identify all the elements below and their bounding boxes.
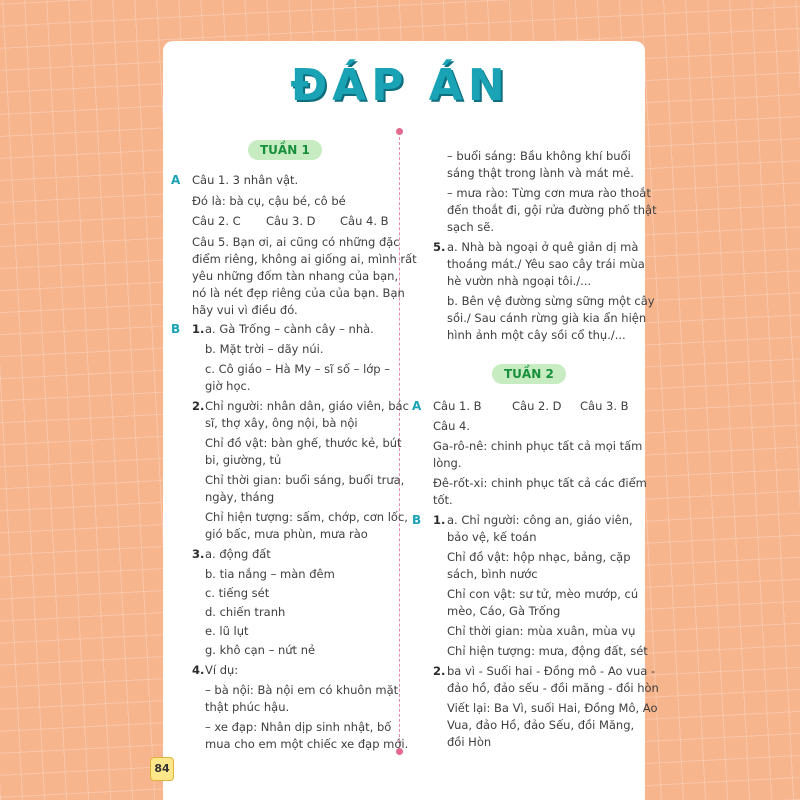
text-line: Vua, đảo Hồ, đảo Sếu, đồi Măng, [447,718,635,732]
section-a-label: A [412,399,422,413]
text-line: Ví dụ: [205,663,239,677]
text-line: – bà nội: Bà nội em có khuôn mặt [205,683,399,697]
text-line: Câu 4. B [340,214,389,228]
text-line: a. Nhà bà ngoại ở quê giản dị mà [447,240,639,254]
text-line: ba vì - Suối hai - Đồng mô - Ao vua - [447,664,656,678]
text-line: thoáng mát./ Yêu sao cây trái mùa [447,257,645,271]
text-line: – xe đạp: Nhân dịp sinh nhật, bố [205,720,392,734]
week-1-badge: TUẦN 1 [248,140,322,160]
text-line: hè vườn nhà ngoại tôi./... [447,274,592,288]
text-line: b. tia nắng – màn đêm [205,567,335,581]
text-line: nó là nét đẹp riêng của của bạn. Bạn [192,286,405,300]
item-number: 3. [192,547,205,561]
text-line: b. Bên vệ đường sừng sững một cây [447,294,655,308]
text-line: d. chiến tranh [205,605,286,619]
text-line: hãy vui vì điều đó. [192,303,298,317]
text-line: Câu 2. D [512,399,562,413]
text-line: sồi./ Sau cánh rừng già kia ẩn hiện [447,311,647,325]
divider-dot-top [396,128,403,135]
text-line: Chỉ con vật: sư tử, mèo mướp, cú [447,587,639,601]
text-line: Câu 4. [433,419,470,433]
text-line: b. Mặt trời – dãy núi. [205,342,324,356]
section-a-label: A [171,173,181,187]
text-line: a. Gà Trống – cành cây – nhà. [205,322,374,336]
text-line: ngày, tháng [205,490,275,504]
item-number: 2. [433,664,446,678]
text-line: bi, giường, tủ [205,453,282,467]
text-line: thật phúc hậu. [205,700,290,714]
text-line: e. lũ lụt [205,624,249,638]
text-line: sĩ, thợ xây, ông nội, bà nội [205,416,358,430]
text-line: sách, bình nước [447,567,538,581]
text-line: Viết lại: Ba Vì, suối Hai, Đồng Mô, Ao [447,701,658,715]
text-line: đến thoắt đi, gội rửa đường phố thật [447,203,657,217]
text-line: mua cho em một chiếc xe đạp mới. [205,737,409,751]
week-2-badge: TUẦN 2 [492,364,566,384]
text-line: Đê-rốt-xi: chinh phục tất cả các điểm [433,476,647,490]
text-line: – buổi sáng: Bầu không khí buổi [447,149,631,163]
item-number: 1. [433,513,446,527]
text-line: – mưa rào: Từng cơn mưa rào thoắt [447,186,651,200]
section-b-label: B [412,513,422,527]
text-line: Chỉ hiện tượng: sấm, chớp, cơn lốc, [205,510,408,524]
text-line: Câu 2. C [192,214,241,228]
text-line: Câu 5. Bạn ơi, ai cũng có những đặc [192,235,400,249]
section-b-label: B [171,322,181,336]
item-number: 4. [192,663,205,677]
text-line: Đó là: bà cụ, cậu bé, cô bé [192,194,346,208]
item-number: 2. [192,399,205,413]
text-line: Ga-rô-nê: chinh phục tất cả mọi tấm [433,439,643,453]
text-line: Chỉ thời gian: mùa xuân, mùa vụ [447,624,636,638]
text-line: Câu 1. B [433,399,482,413]
text-line: Chỉ đồ vật: hộp nhạc, bảng, cặp [447,550,631,564]
text-line: đảo hồ, đảo sếu - đồi măng - đồi hòn [447,681,659,695]
page-title: ĐÁP ÁN [290,60,510,111]
text-line: yêu những đốm tàn nhang của bạn, [192,269,399,283]
text-line: giờ học. [205,379,251,393]
text-line: sạch sẽ. [447,220,495,234]
text-line: a. động đất [205,547,271,561]
text-line: mèo, Cáo, Gà Trống [447,604,561,618]
item-number: 5. [433,240,446,254]
text-line: Chỉ người: nhân dân, giáo viên, bác [205,399,409,413]
text-line: tốt. [433,493,453,507]
text-line: lòng. [433,456,462,470]
item-number: 1. [192,322,205,336]
text-line: Câu 3. B [580,399,629,413]
text-line: Câu 1. 3 nhân vật. [192,173,299,187]
text-line: Chỉ hiện tượng: mưa, động đất, sét [447,644,648,658]
text-line: Chỉ đồ vật: bàn ghế, thước kẻ, bút [205,436,402,450]
text-line: điểm riêng, không ai giống ai, mình rất [192,252,417,266]
text-line: hình ảnh một cây sồi cổ thụ./... [447,328,626,342]
text-line: Chỉ thời gian: buổi sáng, buổi trưa, [205,473,405,487]
text-line: sáng thật trong lành và mát mẻ. [447,166,634,180]
text-line: g. khô cạn – nứt nẻ [205,643,316,657]
page-number-badge: 84 [150,757,174,781]
text-line: đồi Hòn [447,735,492,749]
text-line: c. Cô giáo – Hà My – sĩ số – lớp – [205,362,390,376]
text-line: c. tiếng sét [205,586,270,600]
text-line: Câu 3. D [266,214,316,228]
text-line: bảo vệ, kế toán [447,530,537,544]
text-line: a. Chỉ người: công an, giáo viên, [447,513,633,527]
text-line: gió bấc, mưa phùn, mưa rào [205,527,368,541]
